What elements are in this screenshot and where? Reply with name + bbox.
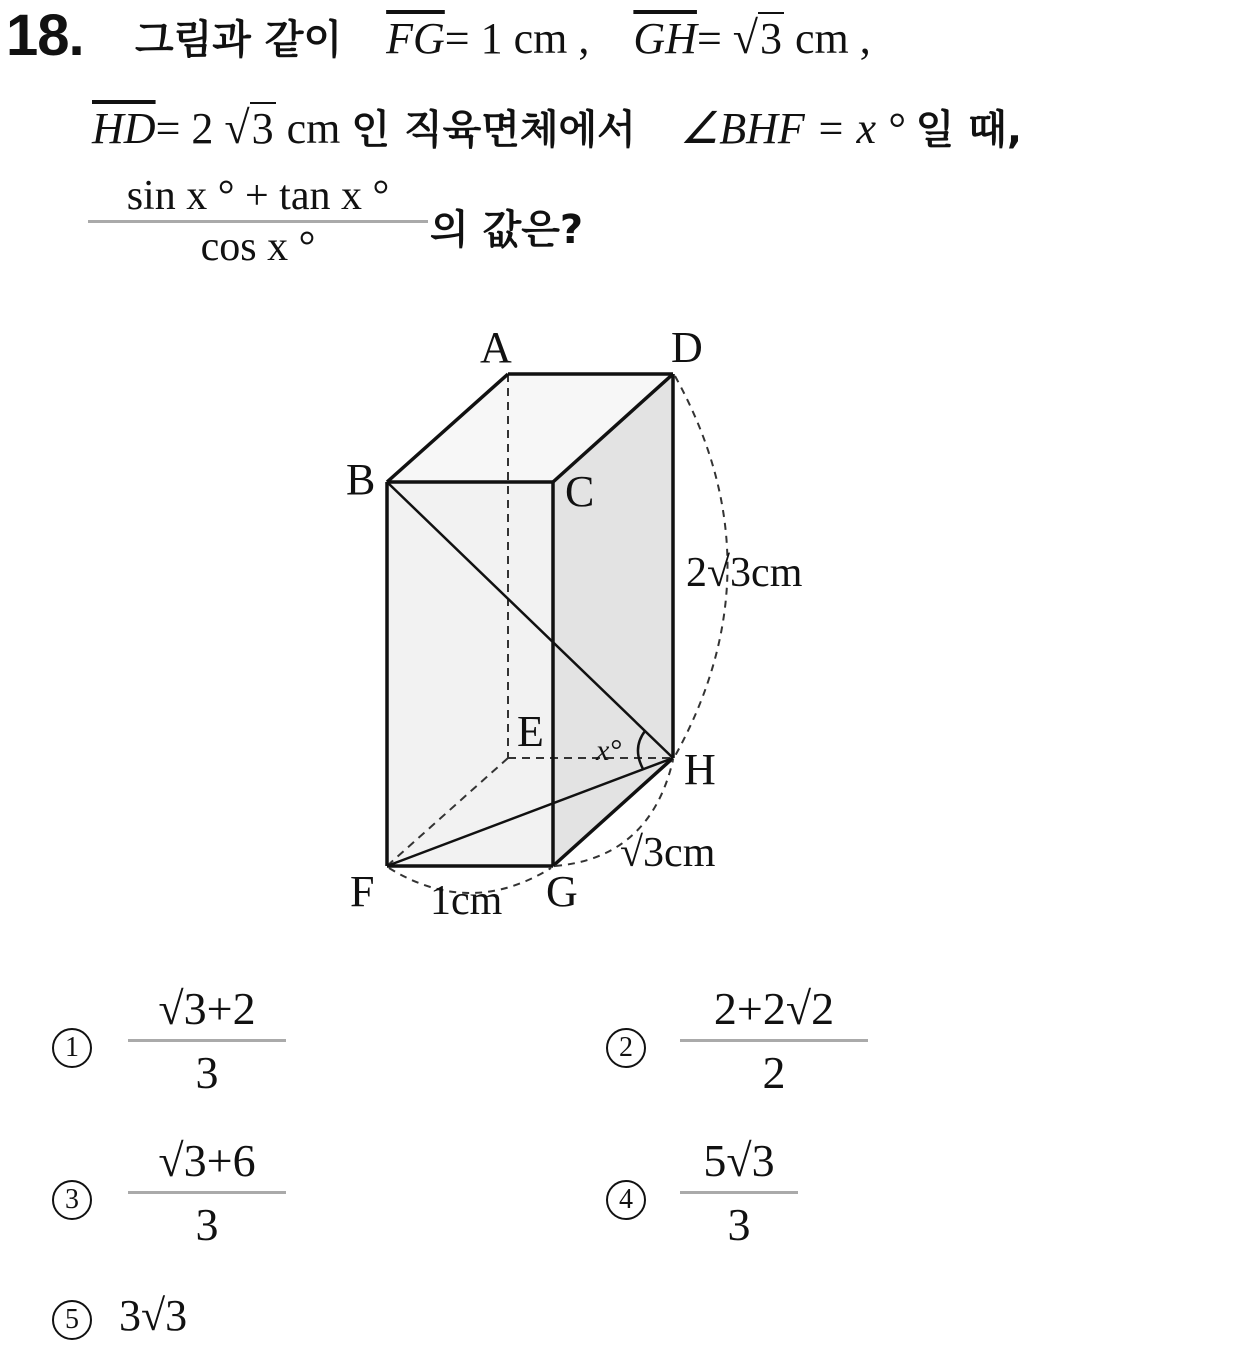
front-face xyxy=(387,482,553,866)
gh-sqrt: √3 xyxy=(732,12,783,63)
question-number: 18. xyxy=(6,3,84,68)
choice-3-bar xyxy=(128,1191,286,1194)
hd-unit: cm xyxy=(286,104,341,153)
choice-marker-1: 1 xyxy=(52,1028,92,1068)
label-hd-length: 2√3cm xyxy=(686,550,803,596)
choice-5[interactable] xyxy=(52,1290,187,1341)
choice-4-denominator: 3 xyxy=(727,1199,751,1250)
vertex-label-b: B xyxy=(346,455,376,504)
choice-marker-3: 3 xyxy=(52,1180,92,1220)
choice-1-bar xyxy=(128,1039,286,1042)
choice-1-fraction xyxy=(128,982,286,1099)
ask-text: 의 값은? xyxy=(430,207,584,253)
segment-fg: $\overline{FG}$ xyxy=(386,14,445,63)
gh-unit: cm , xyxy=(795,14,871,63)
label-fg-length: 1cm xyxy=(430,878,503,924)
choice-4-bar xyxy=(680,1191,798,1194)
choice-2-numerator: 2+2√2 xyxy=(713,983,835,1034)
choice-2-bar xyxy=(680,1039,868,1042)
choice-2-denominator: 2 xyxy=(762,1047,786,1098)
angle-tail: 일 때, xyxy=(915,107,1023,153)
choice-1-denominator: 3 xyxy=(195,1047,219,1098)
label-gh-length: √3cm xyxy=(620,830,716,876)
choice-2[interactable] xyxy=(606,1018,646,1069)
label-angle-x: x° xyxy=(596,734,622,767)
vertex-label-d: D xyxy=(671,323,703,372)
trig-denominator: cos x ° xyxy=(200,224,316,270)
choice-marker-2: 2 xyxy=(606,1028,646,1068)
choice-2-fraction xyxy=(680,982,868,1099)
fg-value: = 1 cm , xyxy=(444,14,590,63)
intro-text: 그림과 같이 xyxy=(135,17,343,63)
vertex-label-f: F xyxy=(350,867,375,916)
body-text: 인 직육면체에서 xyxy=(351,107,636,153)
segment-gh: $\overline{GH}$ xyxy=(633,14,697,63)
choice-marker-4: 4 xyxy=(606,1180,646,1220)
segment-hd: $\overline{HD}$ xyxy=(92,104,156,153)
choice-4[interactable] xyxy=(606,1170,646,1221)
choice-4-numerator: 5√3 xyxy=(703,1135,775,1186)
choice-3-fraction xyxy=(128,1134,286,1251)
choice-3-denominator: 3 xyxy=(195,1199,219,1250)
choice-3-numerator: √3+6 xyxy=(158,1135,256,1186)
vertex-label-c: C xyxy=(565,467,595,516)
choice-4-fraction xyxy=(680,1134,798,1251)
gh-eq: = xyxy=(696,14,722,63)
choice-5-value: 3√3 xyxy=(119,1291,188,1340)
hd-eq: = 2 xyxy=(155,104,214,153)
vertex-label-g: G xyxy=(546,867,578,916)
angle-expression: ∠BHF = x ° xyxy=(679,104,905,153)
choice-marker-5: 5 xyxy=(52,1300,92,1340)
choice-1[interactable] xyxy=(52,1018,92,1069)
trig-numerator: sin x ° + tan x ° xyxy=(126,173,390,219)
choice-1-numerator: √3+2 xyxy=(158,983,256,1034)
hd-sqrt: √3 xyxy=(224,102,274,153)
vertex-label-h: H xyxy=(684,745,716,794)
vertex-label-a: A xyxy=(480,323,512,372)
vertex-label-e: E xyxy=(517,707,544,756)
choice-3[interactable] xyxy=(52,1170,92,1221)
